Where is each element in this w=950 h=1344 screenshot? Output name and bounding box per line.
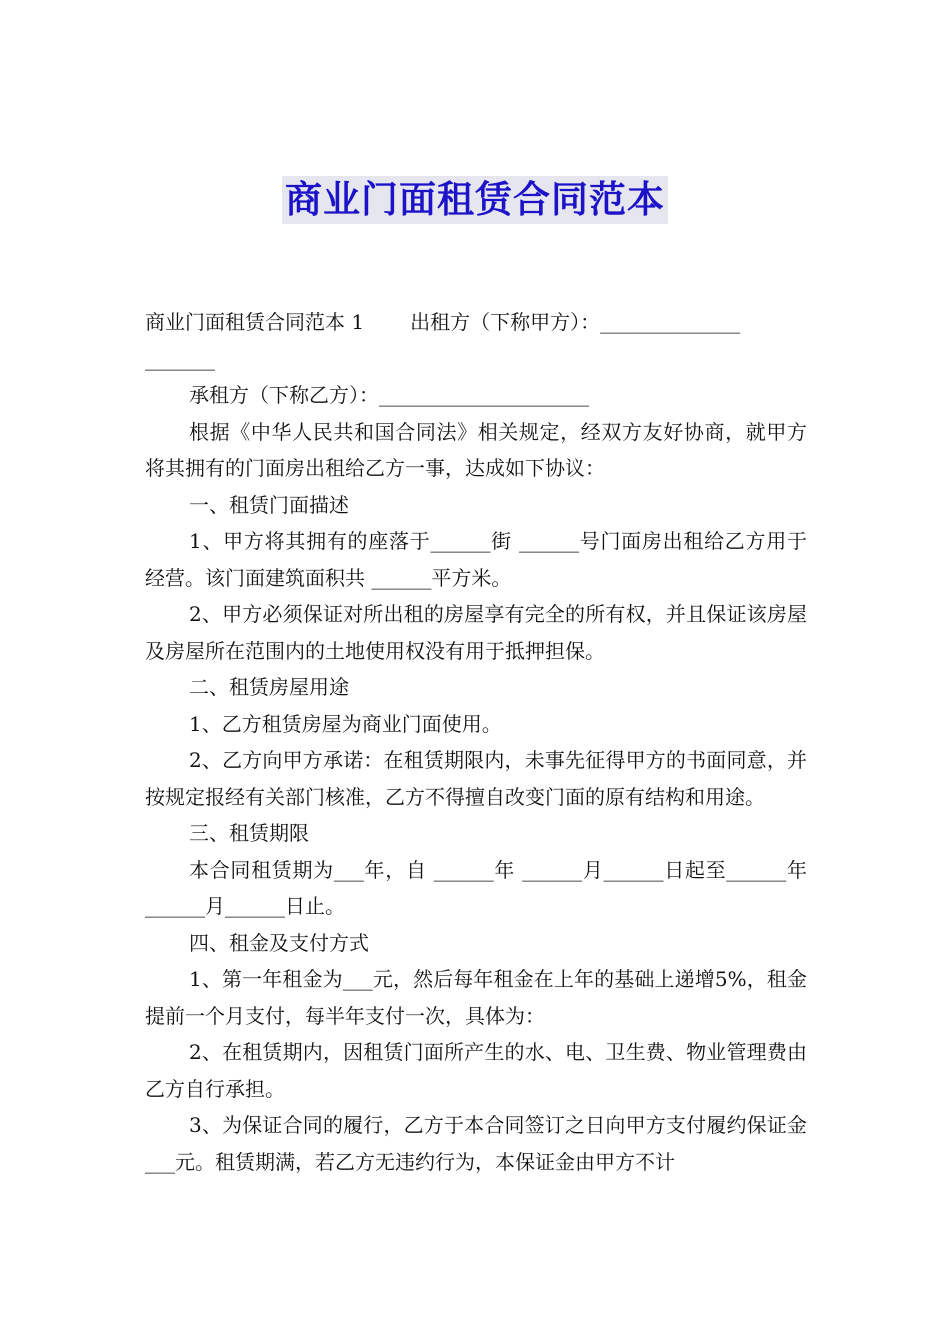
paragraph: 1、第一年租金为___元，然后每年租金在上年的基础上递增5%，租金提前一个月支付，每半年支付一次，具体为：	[145, 967, 807, 1028]
paragraph: 2、乙方向甲方承诺：在租赁期限内，未事先征得甲方的书面同意，并按规定报经有关部门核准，乙方不得擅自改变门面的原有结构和用途。	[145, 748, 807, 809]
paragraph: 1、乙方租赁房屋为商业门面使用。	[189, 711, 502, 736]
paragraph: _______	[145, 346, 215, 371]
paragraph: 2、在租赁期内，因租赁门面所产生的水、电、卫生费、物业管理费由乙方自行承担。	[145, 1040, 807, 1101]
title-wrap	[0, 176, 950, 224]
document-title: 商业门面租赁合同范本	[282, 176, 668, 224]
paragraph: 2、甲方必须保证对所出租的房屋享有完全的所有权，并且保证该房屋及房屋所在范围内的土地使用权没有用于抵押担保。	[145, 602, 807, 663]
paragraph: 本合同租赁期为___年，自 ______年 ______月______日起至______年 ______月______日止。	[145, 857, 807, 918]
section-heading: 四、租金及支付方式	[189, 930, 369, 955]
contract-number-label: 商业门面租赁合同范本 1	[145, 310, 365, 334]
section-heading: 二、租赁房屋用途	[189, 675, 349, 699]
section-heading: 一、租赁门面描述	[189, 492, 349, 517]
lessor-label: 出租方（下称甲方）：______________	[410, 310, 741, 334]
paragraph: 3、为保证合同的履行，乙方于本合同签订之日向甲方支付履约保证金___元。租赁期满，若乙方无违约行为，本保证金由甲方不计	[145, 1113, 807, 1174]
paragraph: 承租方（下称乙方）：_____________________	[189, 383, 589, 407]
section-heading: 三、租赁期限	[189, 821, 309, 845]
paragraph: 1、甲方将其拥有的座落于______街 ______号门面房出租给乙方用于经营。该门面建筑面积共 ______平方米。	[145, 529, 807, 590]
paragraph-heading-line	[145, 304, 807, 341]
paragraph: 根据《中华人民共和国合同法》相关规定，经双方友好协商，就甲方将其拥有的门面房出租给乙方一事，达成如下协议：	[145, 419, 807, 480]
document-body	[145, 304, 807, 1180]
